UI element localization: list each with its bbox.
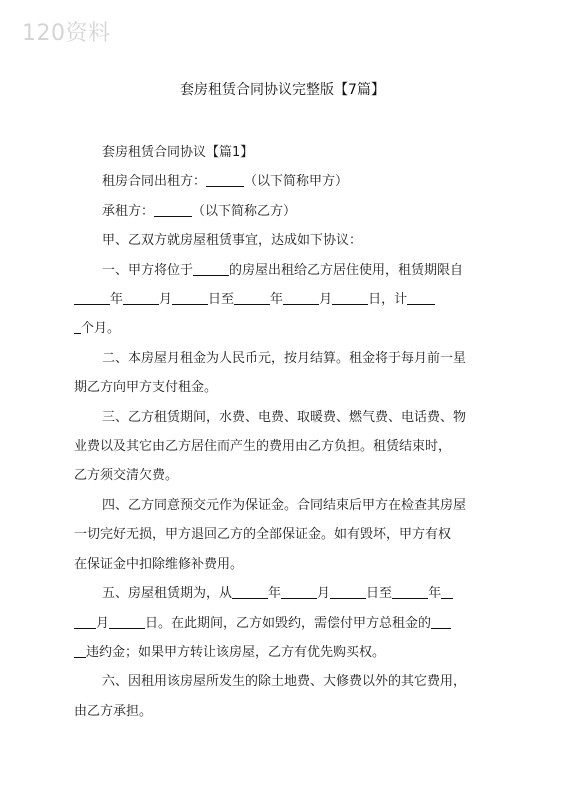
end-month-blank[interactable]	[283, 291, 319, 305]
day-to-label: 日至	[208, 292, 235, 308]
clause-5-line-3	[74, 638, 492, 667]
clause-6-line-1: 六、因租用该房屋所发生的除土地费、大修费以外的其它费用，	[102, 674, 467, 690]
clause-5	[74, 579, 492, 667]
year-label: 年	[268, 586, 282, 602]
penalty-blank[interactable]	[431, 615, 451, 629]
month-label: 月	[317, 586, 331, 602]
term-start-day-blank[interactable]	[330, 585, 366, 599]
clause-1-line-1	[74, 256, 492, 285]
clause-4	[74, 491, 492, 579]
term-end-month-blank-cont[interactable]	[74, 615, 96, 629]
year-label: 年	[428, 586, 442, 602]
clause-1-text-a: 一、甲方将位于	[102, 262, 194, 278]
document-title: 套房租赁合同协议完整版【7篇】	[180, 82, 385, 98]
contract-body	[74, 138, 492, 726]
months-blank[interactable]	[407, 291, 435, 305]
year-label: 年	[110, 292, 124, 308]
start-day-blank[interactable]	[172, 291, 208, 305]
lessor-label: 租房合同出租方：	[102, 174, 207, 190]
clause-2	[74, 344, 492, 403]
clause-2-line-2: 期乙方向甲方支付租金。	[74, 380, 218, 396]
lessee-suffix: （以下简称乙方）	[192, 203, 297, 219]
end-year-blank[interactable]	[234, 291, 270, 305]
day-label: 日	[368, 292, 382, 308]
months-label: 个月。	[81, 321, 121, 337]
clause-1-line-3	[74, 314, 492, 343]
clause-3-line-2: 业费以及其它由乙方居住而产生的费用由乙方负担。租赁结束时，	[74, 439, 452, 455]
start-month-blank[interactable]	[123, 291, 159, 305]
day-to-label: 日至	[366, 586, 393, 602]
clause-6	[74, 667, 492, 726]
term-start-month-blank[interactable]	[281, 585, 317, 599]
clause-3-line-3: 乙方须交清欠费。	[74, 468, 179, 484]
penalty-blank-cont[interactable]	[74, 644, 86, 658]
month-label: 月	[319, 292, 333, 308]
watermark: 120资料	[22, 21, 111, 46]
clause-5-text-c: 违约金；如果甲方转让该房屋，乙方有优先购买权。	[86, 644, 386, 660]
term-end-month-blank[interactable]	[441, 585, 453, 599]
clause-1-text-b: 的房屋出租给乙方居住使用，租赁期限自	[229, 262, 464, 278]
clause-5-line-2	[74, 609, 492, 638]
clause-6-line-2: 由乙方承担。	[74, 703, 153, 719]
end-day-blank[interactable]	[332, 291, 368, 305]
month-label: 月	[159, 292, 173, 308]
start-year-blank[interactable]	[74, 291, 110, 305]
clause-4-line-2: 一切完好无损，甲方退回乙方的全部保证金。如有毁坏，甲方有权	[74, 527, 452, 543]
agreement-intro: 甲、乙双方就房屋租赁事宜，达成如下协议：	[102, 233, 363, 249]
year-label: 年	[270, 292, 284, 308]
lessee-label: 承租方：	[102, 203, 155, 219]
clause-5-line-1	[74, 579, 492, 608]
day-label: 日。	[145, 615, 172, 631]
section-heading: 套房租赁合同协议【篇1】	[102, 145, 254, 160]
term-start-year-blank[interactable]	[232, 585, 268, 599]
clause-4-line-1: 四、乙方同意预交元作为保证金。合同结束后甲方在检查其房屋	[102, 497, 467, 513]
clause-2-line-1: 二、本房屋月租金为人民币元，按月结算。租金将于每月前一星	[102, 350, 467, 366]
clause-3	[74, 403, 492, 491]
total-label: ，计	[381, 292, 408, 308]
months-blank-cont[interactable]	[74, 320, 81, 334]
lessor-line	[74, 167, 492, 196]
lessee-line	[74, 197, 492, 226]
lessor-blank[interactable]	[206, 173, 244, 187]
clause-1	[74, 256, 492, 344]
term-end-year-blank[interactable]	[392, 585, 428, 599]
clause-4-line-3: 在保证金中扣除维修补费用。	[74, 556, 244, 572]
address-blank[interactable]	[193, 262, 229, 276]
term-end-day-blank[interactable]	[109, 615, 145, 629]
clause-3-line-1: 三、乙方租赁期间，水费、电费、取暖费、燃气费、电话费、物	[102, 409, 467, 425]
clause-1-line-2	[74, 285, 492, 314]
clause-5-text-b: 在此期间，乙方如毁约，需偿付甲方总租金的	[171, 615, 432, 631]
lessor-suffix: （以下简称甲方）	[244, 174, 349, 190]
month-label: 月	[96, 615, 110, 631]
lessee-blank[interactable]	[154, 203, 192, 217]
clause-5-text-a: 五、房屋租赁期为，从	[102, 586, 233, 602]
